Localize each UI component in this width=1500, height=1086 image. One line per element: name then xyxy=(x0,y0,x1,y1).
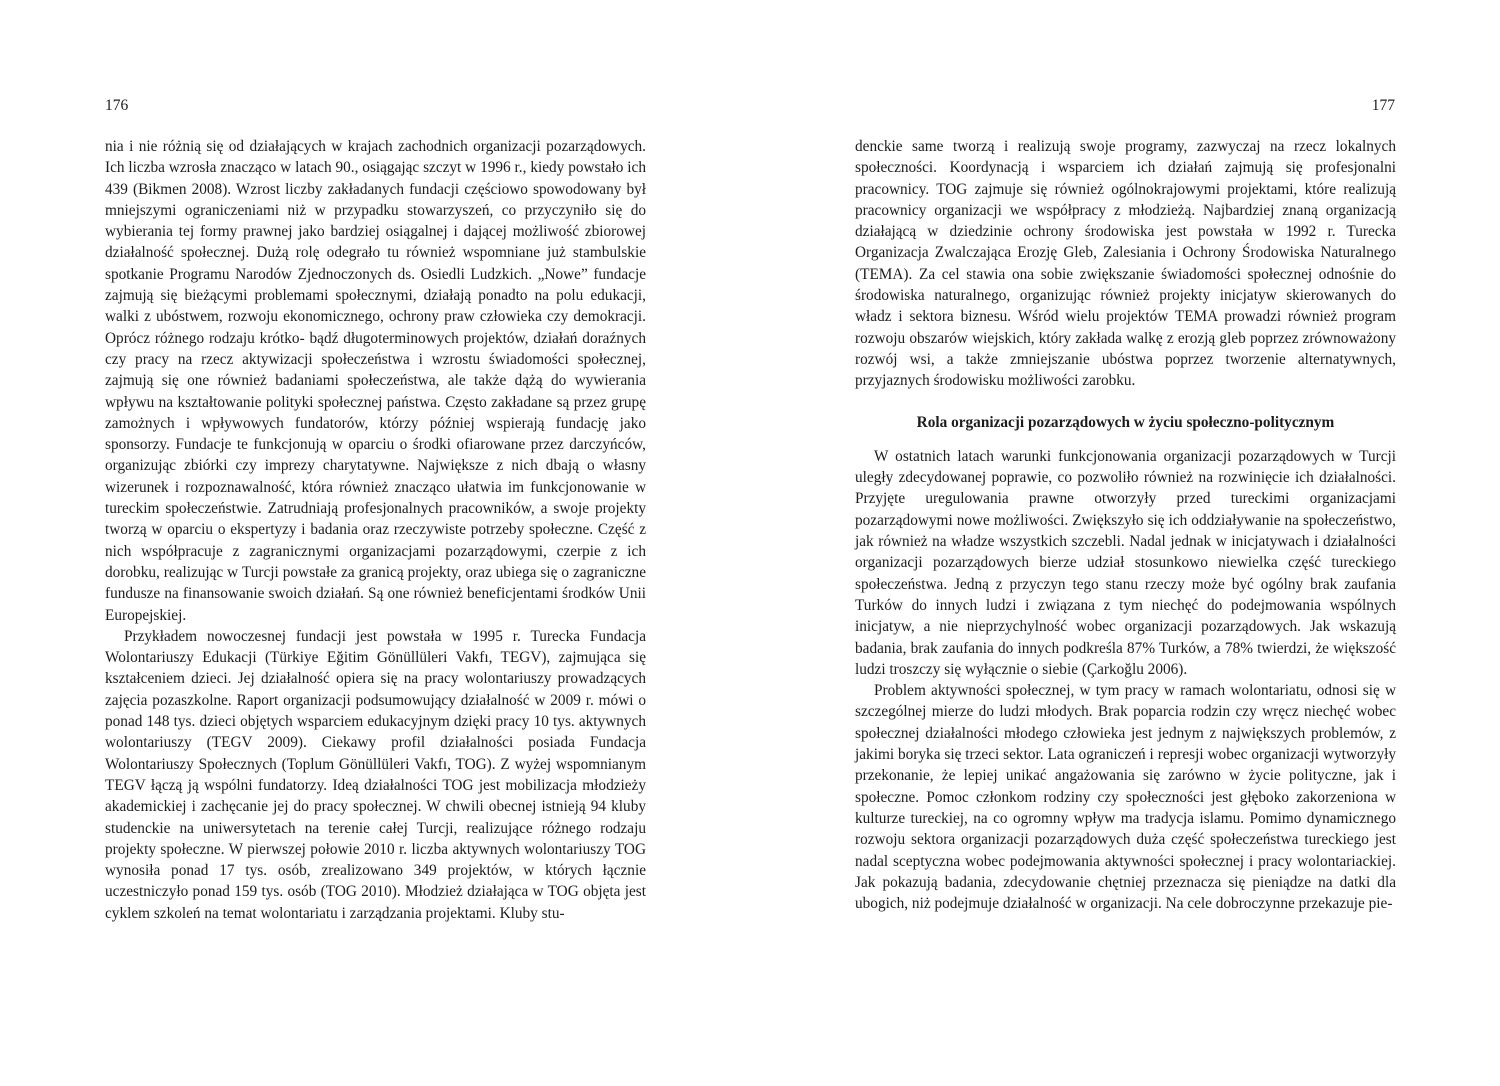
paragraph: W ostatnich latach warunki funkcjonowania organizacji pozarządowych w Turcji uległy zdecydowanej poprawie, co pozwoliło również na rozwinięcie ich działalności. Przyjęte uregulowania prawne otworzyły przed tureckimi organizacjami pozarządowymi nowe możliwości. Zwiększyło się ich oddziaływanie na społeczeństwo, jak również na władze wszystkich szczebli. Nadal jednak w inicjatywach i działalności organizacji pozarządowych bierze udział stosunkowo niewielka część tureckiego społeczeństwa. Jedną z przyczyn tego stanu rzeczy może być ogólny brak zaufania Turków do innych ludzi i związana z tym niechęć do podejmowania wspólnych inicjatyw, a nie nieprzychylność wobec organizacji pozarządowych. Jak wskazują badania, brak zaufania do innych podkreśla 87% Turków, a 78% twierdzi, że większość ludzi troszczy się wyłącznie o siebie (Çarkoğlu 2006). xyxy=(855,447,1396,678)
paragraph: Przykładem nowoczesnej fundacji jest powstała w 1995 r. Turecka Fundacja Wolontariuszy Edukacji (Türkiye Eğitim Gönüllüleri Vakfı, TEGV), zajmująca się kształceniem dzieci. Jej działalność opiera się na pracy wolontariuszy prowadzących zajęcia pozaszkolne. Raport organizacji podsumowujący działalność w 2009 r. mówi o ponad 148 tys. dzieci objętych wsparciem edukacyjnym dzięki pracy 10 tys. aktywnych wolontariuszy (TEGV 2009). Ciekawy profil działalności posiada Fundacja Wolontariuszy Społecznych (Toplum Gönüllüleri Vakfı, TOG). Z wyżej wspomnianym TEGV łączą ją wspólni fundatorzy. Ideą działalności TOG jest mobilizacja młodzieży akademickiej i zachęcanie jej do pracy społecznej. W chwili obecnej istnieją 94 kluby studenckie na uniwersytetach na terenie całej Turcji, realizujące różnego rodzaju projekty społeczne. W pierwszej połowie 2010 r. liczba aktywnych wolontariuszy TOG wynosiła ponad 17 tys. osób, zrealizowano 349 projektów, w których łącznie uczestniczyło ponad 159 tys. osób (TOG 2010). Młodzież działająca w TOG objęta jest cyklem szkoleń na temat wolontariatu i zarządzania projektami. Kluby stu- xyxy=(105,627,646,922)
left-page-body xyxy=(105,136,646,924)
paragraph-continuation: denckie same tworzą i realizują swoje programy, zazwyczaj na rzecz lokalnych społeczności. Koordynacją i wsparciem ich działań zajmują się profesjonalni pracownicy. TOG zajmuje się również ogólnokrajowymi projektami, które realizują pracownicy organizacji we współpracy z młodzieżą. Najbardziej znaną organizacją działającą w dziedzinie ochrony środowiska jest powstała w 1992 r. Turecka Organizacja Zwalczająca Erozję Gleb, Zalesiania i Ochrony Środowiska Naturalnego (TEMA). Za cel stawia ona sobie zwiększanie świadomości społecznej odnośnie do środowiska naturalnego, organizując również projekty inicjatyw skierowanych do władz i sektora biznesu. Wśród wielu projektów TEMA prowadzi również program rozwoju obszarów wiejskich, który zakłada walkę z erozją gleb poprzez zrównoważony rozwój wsi, a także zmniejszanie ubóstwa poprzez tworzenie alternatywnych, przyjaznych środowisku możliwości zarobku. xyxy=(855,138,1396,390)
right-page-body xyxy=(855,136,1396,914)
page-number-left: 176 xyxy=(105,97,129,114)
paragraph: Problem aktywności społecznej, w tym pracy w ramach wolontariatu, odnosi się w szczególnej mierze do ludzi młodych. Brak poparcia rodzin czy wręcz niechęć wobec społecznej działalności młodego człowieka jest jednym z największych problemów, z jakimi boryka się trzeci sektor. Lata ograniczeń i represji wobec organizacji wytworzyły przekonanie, że lepiej unikać angażowania się zarówno w życie polityczne, jak i społeczne. Pomoc członkom rodziny czy społeczności jest głęboko zakorzeniona w kulturze tureckiej, na co ogromny wpływ ma tradycja islamu. Pomimo dynamicznego rozwoju sektora organizacji pozarządowych duża część społeczeństwa tureckiego jest nadal sceptyczna wobec podejmowania aktywności społecznej i pracy wolontariackiej. Jak pokazują badania, zdecydowanie chętniej przeznacza się pieniądze na datki dla ubogich, niż podejmuje działalność w organizacji. Na cele dobroczynne przekazuje pie- xyxy=(855,682,1396,913)
section-heading: Rola organizacji pozarządowych w życiu społeczno-politycznym xyxy=(916,413,1335,431)
paragraph-continuation: nia i nie różnią się od działających w krajach zachodnich organizacji pozarządowych. Ich liczba wzrosła znacząco w latach 90., osiągając szczyt w 1996 r., kiedy powstało ich 439 (Bikmen 2008). Wzrost liczby zakładanych fundacji częściowo spowodowany był mniejszymi ograniczeniami niż w przypadku stowarzyszeń, co przyczyniło się do wybierania tej formy prawnej jako bardziej osiągalnej i dającej możliwość zbiorowej działalność społecznej. Dużą rolę odegrało tu również wspomniane już stambulskie spotkanie Programu Narodów Zjednoczonych ds. Osiedli Ludzkich. „Nowe” fundacje zajmują się bieżącymi problemami społecznymi, działają ponadto na polu edukacji, walki z ubóstwem, rozwoju ekonomicznego, ochrony praw człowieka czy demokracji. Oprócz różnego rodzaju krótko- bądź długoterminowych projektów, działań doraźnych czy pracy na rzecz aktywizacji społeczeństwa i wzrostu świadomości społecznej, zajmują się one również badaniami społeczeństwa, ale także dążą do wywierania wpływu na kształtowanie polityki społecznej państwa. Często zakładane są przez grupę zamożnych i wpływowych fundatorów, którzy później wspierają fundację jako sponsorzy. Fundacje te funkcjonują w oparciu o środki ofiarowane przez darczyńców, organizując zbiórki czy imprezy charytatywne. Największe z nich dbają o własny wizerunek i rozpoznawalność, która również znacząco ułatwia im funkcjonowanie w tureckim społeczeństwie. Zatrudniają profesjonalnych pracowników, a swoje projekty tworzą w oparciu o ekspertyzy i badania oraz rzeczywiste potrzeby społeczne. Część z nich współpracuje z zagranicznymi organizacjami pozarządowymi, czerpie z ich dorobku, realizując w Turcji powstałe za granicą projekty, oraz ubiega się o zagraniczne fundusze na finansowanie swoich działań. Są one również beneficjentami środków Unii Europejskiej. xyxy=(105,138,646,624)
page-number-right: 177 xyxy=(1371,97,1395,114)
right-page xyxy=(750,0,1500,1086)
